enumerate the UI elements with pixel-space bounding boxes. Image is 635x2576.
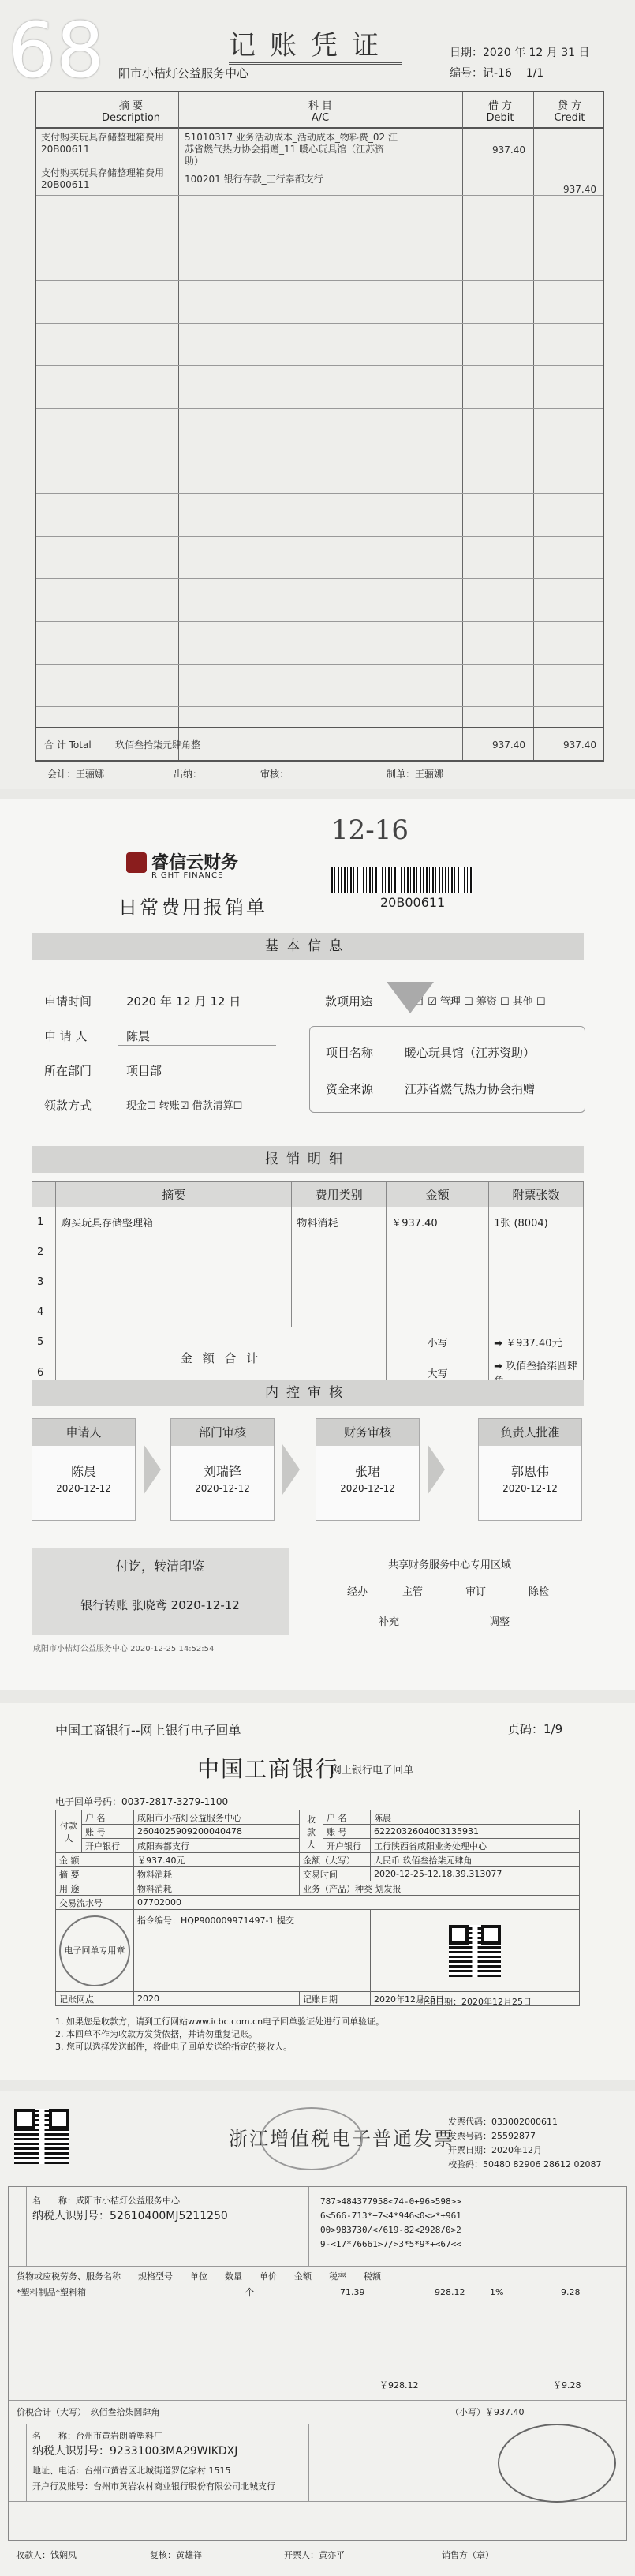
applicant-label: 申 请 人 bbox=[44, 1029, 88, 1043]
item-amt bbox=[387, 1267, 489, 1297]
voucher-unit: 阳市小桔灯公益服务中心 bbox=[118, 66, 249, 80]
item-desc bbox=[55, 1237, 291, 1267]
control-header: 内控审核 bbox=[32, 1380, 584, 1406]
voucher-table bbox=[35, 91, 604, 762]
share-role: 经办 bbox=[347, 1586, 368, 1598]
th-idx bbox=[32, 1182, 56, 1208]
row2-credit: 937.40 bbox=[563, 184, 596, 195]
total-small: ￥937.40 bbox=[485, 2407, 525, 2417]
item-rate: 1% bbox=[490, 2287, 504, 2297]
drawer: 开票人：黄亦平 bbox=[284, 2550, 345, 2560]
cipher-area bbox=[320, 2195, 461, 2252]
row-line bbox=[36, 621, 603, 622]
invoice-title: 浙江增值税电子普通发票 bbox=[229, 2128, 454, 2150]
barcode-icon bbox=[331, 867, 473, 893]
share-role: 除检 bbox=[529, 1586, 550, 1598]
item-amt bbox=[387, 1297, 489, 1327]
flow-step-dept bbox=[170, 1418, 275, 1521]
row-line bbox=[36, 578, 603, 579]
divider bbox=[308, 2187, 309, 2266]
note: 1. 如果您是收款方，请到工行网站www.icbc.com.cn电子回单验证处进行回单验证。 bbox=[55, 2016, 385, 2027]
logo-en: RIGHT FINANCE bbox=[151, 871, 224, 880]
acct-label: 账 号 bbox=[82, 1825, 134, 1839]
share-header: 共享财务服务中心专用区域 bbox=[387, 1559, 511, 1571]
voucher-no: 07702000 bbox=[134, 1896, 580, 1910]
acct-label: 账 号 bbox=[323, 1825, 371, 1839]
total-label: 合 计 Total bbox=[44, 739, 92, 751]
dept-label: 所在部门 bbox=[44, 1064, 92, 1078]
flow-name: 刘瑞锋 bbox=[203, 1464, 241, 1479]
table-row bbox=[56, 1810, 580, 1825]
payee: 收款人：钱娴凤 bbox=[16, 2550, 77, 2560]
biz: 业务（产品）种类 划发报 bbox=[300, 1881, 580, 1896]
big-value-text: 玖佰叁拾柒圆肆 bbox=[506, 1361, 578, 1372]
table-row bbox=[56, 1867, 580, 1881]
invoice-date: 开票日期：2020年12月 bbox=[448, 2145, 542, 2155]
record-time: 2020年12月25日 bbox=[371, 1992, 580, 2006]
table-row bbox=[56, 1853, 580, 1867]
col-subject bbox=[186, 97, 454, 124]
bank-sub: 网上银行电子回单 bbox=[331, 1765, 414, 1777]
logo-icon bbox=[126, 852, 147, 873]
seller-addr-value: 台州市黄岩区北城街道罗亿家村 1515 bbox=[84, 2466, 231, 2476]
chevron-right-icon bbox=[144, 1444, 161, 1495]
signer-reviewer: 审核： bbox=[260, 769, 289, 780]
flow-date: 2020-12-12 bbox=[56, 1483, 111, 1494]
col-desc-en: Description bbox=[101, 112, 161, 124]
table-row bbox=[56, 1910, 580, 1992]
divider bbox=[26, 2187, 27, 2266]
voucher-title: 记账凭证 bbox=[229, 30, 393, 62]
record-no: 2020 bbox=[134, 1992, 300, 2006]
big-label: 大写 bbox=[387, 1357, 489, 1388]
pay-method: 现金☐ 转账☑ 借款清算☐ bbox=[126, 1100, 243, 1112]
th-cat: 费用类别 bbox=[292, 1182, 387, 1208]
apply-time: 2020 年 12 月 12 日 bbox=[126, 994, 241, 1009]
total-small-row bbox=[32, 1327, 584, 1357]
big-value: ➡ 玖佰叁拾柒圆肆 bbox=[489, 1357, 584, 1388]
chevron-right-icon bbox=[428, 1444, 445, 1495]
purpose: 物料消耗 bbox=[134, 1881, 300, 1896]
bank-label: 开户银行 bbox=[82, 1839, 134, 1853]
item-cat bbox=[292, 1297, 387, 1327]
divider bbox=[533, 92, 534, 760]
row-line bbox=[36, 280, 603, 281]
item-name: *塑料制品*塑料箱 bbox=[17, 2287, 86, 2297]
seller-tax-value: 92331003MA29WIKDXJ bbox=[110, 2445, 238, 2458]
barcode-number: 20B00611 bbox=[380, 895, 446, 910]
total-words: 玖佰叁拾柒圆肆角 bbox=[90, 2407, 160, 2417]
seller-name: 名 称：台州市黄岩朗爵塑料厂 bbox=[32, 2431, 162, 2441]
row-line bbox=[36, 536, 603, 537]
payee-name: 陈晨 bbox=[371, 1810, 580, 1825]
item-idx: 2 bbox=[32, 1237, 56, 1267]
extra-info: 指令编号：HQP900009971497-1 提交 bbox=[134, 1910, 371, 1992]
amount-label: 金 额 bbox=[56, 1853, 134, 1867]
col-debit-en: Debit bbox=[486, 112, 514, 124]
stamp-cell bbox=[56, 1910, 134, 1992]
small-label: 小写 bbox=[387, 1327, 489, 1357]
cipher-line: 00>983730/</619-82<2928/0>2 bbox=[320, 2225, 461, 2235]
small-value-text: ￥937.40元 bbox=[506, 1338, 562, 1350]
note: 2. 本回单不作为收款方发货依据，并请勿重复记账。 bbox=[55, 2029, 257, 2039]
flow-role: 申请人 bbox=[32, 1419, 135, 1446]
item-amt: ￥937.40 bbox=[387, 1208, 489, 1237]
seller-tax: 纳税人识别号：92331003MA29WIKDXJ bbox=[32, 2445, 238, 2458]
flow-date: 2020-12-12 bbox=[340, 1483, 395, 1494]
flow-name: 张珺 bbox=[354, 1464, 380, 1479]
project-box bbox=[309, 1026, 585, 1113]
summary-label: 摘 要 bbox=[56, 1867, 134, 1881]
total-tax: ￥9.28 bbox=[553, 2380, 581, 2391]
divider bbox=[26, 2424, 27, 2501]
seller-stamp-label: 销售方（章） bbox=[442, 2550, 494, 2560]
voucher-no-text: 编号：记-16 bbox=[450, 67, 512, 80]
fund: 江苏省燃气热力协会捐赠 bbox=[405, 1082, 536, 1096]
voucher-table-header bbox=[36, 92, 603, 129]
flow-name: 郭恩伟 bbox=[510, 1464, 549, 1479]
row1-subject: 51010317 业务活动成本_活动成本_物料费_02 江苏省燃气热力协会捐赠_11 暖心玩具馆（江苏资助） bbox=[185, 132, 398, 167]
total-words-label: 价税合计（大写） 玖佰叁拾柒圆肆角 bbox=[17, 2407, 160, 2417]
small-value: ➡ ￥937.40元 bbox=[489, 1327, 584, 1357]
row2-desc: 支付购买玩具存储整理箱费用 20B00611 bbox=[41, 167, 165, 190]
flow-role: 部门审核 bbox=[171, 1419, 274, 1446]
project: 暖心玩具馆（江苏资助） bbox=[405, 1046, 536, 1060]
payer-bank: 咸阳秦都支行 bbox=[134, 1839, 300, 1853]
time: 2020-12-25-12.18.39.313077 bbox=[371, 1867, 580, 1881]
invoice-page bbox=[0, 2091, 635, 2576]
applicant: 陈晨 bbox=[126, 1029, 151, 1043]
divider bbox=[178, 92, 179, 760]
seller-seal-icon bbox=[498, 2424, 616, 2503]
flow-role: 负责人批准 bbox=[479, 1419, 581, 1446]
invoice-code: 发票代码：033002000611 bbox=[448, 2117, 558, 2127]
row-line bbox=[36, 365, 603, 366]
item-qty: 个 bbox=[245, 2287, 254, 2297]
buyer-name-value: 咸阳市小桔灯公益服务中心 bbox=[76, 2196, 180, 2206]
table-row bbox=[56, 1881, 580, 1896]
seller-addr: 地址、电话：台州市黄岩区北城街道罗亿家村 1515 bbox=[32, 2466, 231, 2476]
table-row bbox=[56, 1896, 580, 1910]
total-small-label: （小写）￥937.40 bbox=[450, 2407, 525, 2417]
item-amt bbox=[387, 1237, 489, 1267]
seal-icon bbox=[260, 2107, 363, 2170]
signer-cashier: 出纳： bbox=[174, 769, 203, 780]
th-amt: 金额 bbox=[387, 1182, 489, 1208]
item-att bbox=[489, 1237, 584, 1267]
signer-accountant: 会计：王骊娜 bbox=[47, 769, 105, 780]
col-debit bbox=[469, 97, 532, 124]
payee-label: 收款人 bbox=[300, 1810, 323, 1853]
item-desc bbox=[55, 1267, 291, 1297]
row1-desc: 支付购买玩具存储整理箱费用 20B00611 bbox=[41, 132, 165, 155]
item-att bbox=[489, 1297, 584, 1327]
col-credit bbox=[538, 97, 601, 124]
item-desc bbox=[55, 1297, 291, 1327]
flow-role: 财务审核 bbox=[316, 1419, 419, 1446]
time-label: 交易时间 bbox=[300, 1867, 371, 1881]
item-desc: 购买玩具存储整理箱 bbox=[55, 1208, 291, 1237]
record-label: 记账网点 bbox=[56, 1992, 134, 2006]
table-row bbox=[32, 1267, 584, 1297]
pay-method-label: 领款方式 bbox=[44, 1099, 92, 1113]
item-att bbox=[489, 1267, 584, 1297]
invoice-table bbox=[8, 2186, 627, 2541]
divider bbox=[462, 92, 463, 760]
purpose-label: 款项用途 bbox=[325, 994, 373, 1009]
qr-code-icon bbox=[449, 1925, 501, 1977]
payer-label: 付款人 bbox=[56, 1810, 82, 1853]
total-words: 玖佰叁拾柒元肆角整 bbox=[115, 739, 201, 751]
payment-seal-area bbox=[32, 1548, 289, 1635]
row-line bbox=[36, 195, 603, 196]
col-credit-label: 贷 方 bbox=[557, 100, 582, 112]
voucher-label: 交易流水号 bbox=[56, 1896, 134, 1910]
bank-name: 中国工商银行 bbox=[197, 1756, 340, 1782]
col-debit-label: 借 方 bbox=[487, 100, 513, 112]
payee-bank: 工行陕西省咸阳业务处理中心 bbox=[371, 1839, 580, 1853]
record-time-label: 记账日期 bbox=[300, 1992, 371, 2006]
flow-step-approver bbox=[478, 1418, 582, 1521]
row-idx-5: 5 bbox=[32, 1327, 56, 1357]
page-number: 68 bbox=[8, 6, 105, 95]
row-line bbox=[9, 2501, 626, 2502]
voucher-no bbox=[450, 65, 543, 80]
flow-date: 2020-12-12 bbox=[195, 1483, 250, 1494]
row1-debit: 937.40 bbox=[492, 144, 525, 155]
logo-name: 睿信云财务 bbox=[151, 853, 239, 873]
total-credit: 937.40 bbox=[563, 739, 596, 751]
detail-table bbox=[32, 1181, 584, 1388]
amount-words-label: 金额（大写） bbox=[300, 1853, 371, 1867]
title-underline bbox=[229, 62, 402, 65]
row-line bbox=[9, 2266, 626, 2267]
row2-subject: 100201 银行存款_工行秦都支行 bbox=[185, 174, 323, 185]
item-cat bbox=[292, 1267, 387, 1297]
project-label: 项目名称 bbox=[326, 1046, 374, 1060]
cipher-line: 787>484377958<74-0+96>598>> bbox=[320, 2196, 461, 2207]
cipher-line: 6<566-713*+7<4*946<0<>*+961 bbox=[320, 2211, 461, 2221]
share-role: 补充 bbox=[379, 1616, 400, 1628]
total-label: 金 额 合 计 bbox=[55, 1327, 386, 1388]
share-role: 主管 bbox=[402, 1586, 424, 1598]
item-price: 71.39 bbox=[340, 2287, 365, 2297]
voucher-date: 日期：2020 年 12 月 31 日 bbox=[450, 47, 590, 59]
note: 3. 您可以选择发送邮件，将此电子回单发送给指定的接收人。 bbox=[55, 2042, 292, 2052]
col-subject-en: A/C bbox=[311, 112, 330, 124]
item-amount: 928.12 bbox=[435, 2287, 465, 2297]
shared-service-area bbox=[316, 1548, 584, 1635]
flow-date: 2020-12-12 bbox=[502, 1483, 558, 1494]
item-idx: 4 bbox=[32, 1297, 56, 1327]
divider bbox=[308, 2424, 309, 2501]
expense-form-page bbox=[0, 799, 635, 1690]
seller-name-value: 台州市黄岩朗爵塑料厂 bbox=[76, 2431, 162, 2441]
receipt-header: 中国工商银行--网上银行电子回单 bbox=[55, 1723, 241, 1738]
bank-receipt-page bbox=[0, 1703, 635, 2080]
share-role: 审订 bbox=[465, 1586, 487, 1598]
receipt-page: 页码：1/9 bbox=[508, 1722, 563, 1736]
table-header-row bbox=[32, 1182, 584, 1208]
seller-bank-value: 台州市黄岩农村商业银行股份有限公司北城支行 bbox=[93, 2481, 275, 2492]
fund-label: 资金来源 bbox=[326, 1082, 374, 1096]
receipt-table bbox=[55, 1810, 580, 2006]
th-desc: 摘要 bbox=[55, 1182, 291, 1208]
row-line bbox=[36, 408, 603, 409]
item-tax: 9.28 bbox=[561, 2287, 581, 2297]
pay-stamp: 银行转账 张晓鸢 2020-12-12 bbox=[80, 1598, 240, 1612]
receipt-notes bbox=[55, 2016, 384, 2054]
qr-cell bbox=[371, 1910, 580, 1992]
invoice-check: 校验码：50480 82906 28612 02087 bbox=[448, 2159, 602, 2170]
detail-header: 报销明细 bbox=[32, 1146, 584, 1173]
arrow-down-icon bbox=[387, 982, 434, 1013]
row-line bbox=[36, 706, 603, 707]
voucher-pages: 1/1 bbox=[525, 67, 544, 80]
reviewer: 复核：黄雄祥 bbox=[150, 2550, 202, 2560]
voucher-page bbox=[0, 0, 635, 789]
col-subject-label: 科 目 bbox=[308, 100, 333, 112]
print-time: 打印日期：2020年12月25日 bbox=[418, 1997, 532, 2007]
item-header: 货物或应税劳务、服务名称 规格型号 单位 数量 单价 金额 税率 税额 bbox=[17, 2271, 381, 2282]
cipher-line: 9-<17*76661>7/>3*5*9*+<67<< bbox=[320, 2239, 461, 2249]
total-amount: ￥928.12 bbox=[379, 2380, 419, 2391]
buyer-name: 名 称：咸阳市小桔灯公益服务中心 bbox=[32, 2196, 180, 2206]
amount-words: 人民币 玖佰叁拾柒元肆角 bbox=[371, 1853, 580, 1867]
dept: 项目部 bbox=[126, 1064, 162, 1078]
payer-acct: 2604025909200040478 bbox=[134, 1825, 300, 1839]
row-line bbox=[36, 323, 603, 324]
payer-name: 咸阳市小桔灯公益服务中心 bbox=[134, 1810, 300, 1825]
table-row bbox=[32, 1208, 584, 1237]
flow-step-applicant bbox=[32, 1418, 136, 1521]
amount: ￥937.40元 bbox=[134, 1853, 300, 1867]
item-idx: 1 bbox=[32, 1208, 56, 1237]
purpose-label: 用 途 bbox=[56, 1881, 134, 1896]
th-att: 附票张数 bbox=[489, 1182, 584, 1208]
row-line bbox=[36, 664, 603, 665]
item-cat: 物料消耗 bbox=[292, 1208, 387, 1237]
name-label: 户 名 bbox=[82, 1810, 134, 1825]
payee-acct: 6222032604003135931 bbox=[371, 1825, 580, 1839]
item-cat bbox=[292, 1237, 387, 1267]
item-att: 1张 (8004) bbox=[489, 1208, 584, 1237]
receipt-number: 电子回单号码：0037-2817-3279-1100 bbox=[55, 1796, 229, 1807]
col-credit-en: Credit bbox=[554, 112, 585, 124]
buyer-tax-value: 52610400MJ5211250 bbox=[110, 2210, 228, 2222]
row-line bbox=[36, 493, 603, 494]
total-debit: 937.40 bbox=[492, 739, 525, 751]
item-idx: 3 bbox=[32, 1267, 56, 1297]
summary: 物料消耗 bbox=[134, 1867, 300, 1881]
flow-step-finance bbox=[316, 1418, 420, 1521]
chevron-right-icon bbox=[282, 1444, 300, 1495]
signer-maker: 制单：王骊娜 bbox=[387, 769, 444, 780]
flow-name: 陈晨 bbox=[70, 1464, 96, 1479]
table-row bbox=[32, 1297, 584, 1327]
form-footer: 咸阳市小桔灯公益服务中心 2020-12-25 14:52:54 bbox=[33, 1645, 215, 1653]
basic-info-header: 基本信息 bbox=[32, 933, 584, 960]
handwritten-number: 12-16 bbox=[331, 814, 409, 846]
name-label: 户 名 bbox=[323, 1810, 371, 1825]
purpose-options: 项目 ☑ 管理 ☐ 筹资 ☐ 其他 ☐ bbox=[404, 996, 546, 1008]
apply-time-label: 申请时间 bbox=[44, 994, 92, 1009]
stamp-icon: 电子回单专用章 bbox=[59, 1915, 130, 1986]
col-desc-label: 摘 要 bbox=[118, 100, 144, 112]
seller-bank: 开户行及账号：台州市黄岩农村商业银行股份有限公司北城支行 bbox=[32, 2481, 275, 2492]
invoice-number: 发票号码：25592877 bbox=[448, 2131, 536, 2141]
share-role: 调整 bbox=[489, 1616, 510, 1628]
voucher-total-row bbox=[36, 727, 603, 760]
row-idx-6: 6 bbox=[32, 1357, 56, 1388]
underline bbox=[118, 1045, 276, 1046]
expense-title: 日常费用报销单 bbox=[118, 897, 267, 919]
bank-label: 开户银行 bbox=[323, 1839, 371, 1853]
row-line bbox=[9, 2400, 626, 2401]
table-row bbox=[32, 1237, 584, 1267]
buyer-tax: 纳税人识别号：52610400MJ5211250 bbox=[32, 2210, 228, 2222]
pay-header: 付讫，转清印鉴 bbox=[115, 1559, 204, 1574]
qr-code-icon bbox=[14, 2109, 69, 2164]
